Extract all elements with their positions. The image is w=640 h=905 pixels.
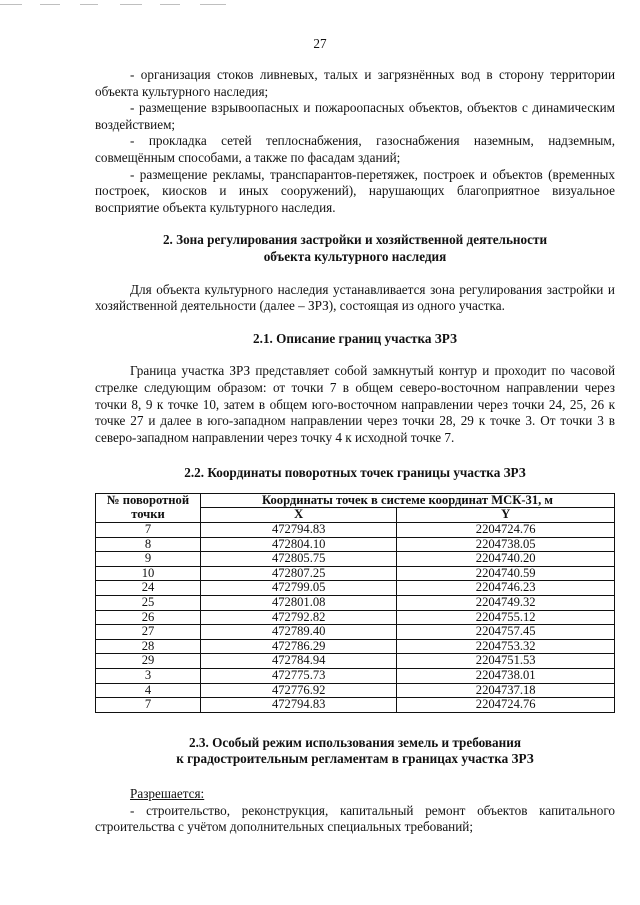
header-point: № поворотной точки — [96, 493, 201, 522]
table-row — [96, 523, 615, 538]
table-row — [96, 654, 615, 669]
table-row — [96, 552, 615, 567]
heading-line: 2. Зона регулирования застройки и хозяйственной деятельности — [162, 232, 548, 248]
paragraph: Граница участка ЗРЗ представляет собой замкнутый контур и проходит по часовой стрелке следующим образом: от точки 7 в общем северо-восточном направлении через точки 8, 9 к точке 10, затем в общем юго-восточном направлении через точки 24, 25, 26 к точке 27 и далее в юго-западном направлении через точки 28, 29 к точке 3. От точки 3 в северо-западном направлении через точку 4 к исходной точке 7. — [95, 363, 615, 445]
section-heading — [95, 232, 615, 265]
cell-point: 3 — [96, 669, 201, 684]
cell-y: 2204751.53 — [397, 654, 615, 669]
table-row — [96, 625, 615, 640]
cell-y: 2204738.01 — [397, 669, 615, 684]
table-row — [96, 639, 615, 654]
cell-x: 472786.29 — [201, 639, 397, 654]
cell-y: 2204749.32 — [397, 596, 615, 611]
heading-line: объекта культурного наследия — [263, 248, 447, 264]
cell-y: 2204746.23 — [397, 581, 615, 596]
table-row — [96, 683, 615, 698]
document-body — [95, 67, 615, 836]
table-row — [96, 596, 615, 611]
header-x: X — [201, 508, 397, 523]
cell-x: 472794.83 — [201, 523, 397, 538]
list-item: - размещение рекламы, транспарантов-перетяжек, построек и объектов (временных построек, киосков и иных сооружений), нарушающих благоприятное визуальное восприятие объекта культурного наследия. — [95, 166, 615, 215]
table-row — [96, 698, 615, 713]
heading-line: к градостроительным регламентам в границах участка ЗРЗ — [176, 751, 534, 767]
cell-x: 472804.10 — [201, 537, 397, 552]
table-row — [96, 669, 615, 684]
heading-line: 2.3. Особый режим использования земель и требования — [189, 734, 521, 750]
cell-point: 4 — [96, 683, 201, 698]
table-row — [96, 610, 615, 625]
cell-point: 24 — [96, 581, 201, 596]
cell-x: 472784.94 — [201, 654, 397, 669]
cell-x: 472799.05 — [201, 581, 397, 596]
coordinates-table-body — [96, 523, 615, 713]
list-item: - размещение взрывоопасных и пожароопасных объектов, объектов с динамическим воздействием; — [95, 100, 615, 132]
table-row — [96, 537, 615, 552]
allowed-label: Разрешается: — [130, 785, 205, 801]
table-row — [96, 566, 615, 581]
section-heading: 2.2. Координаты поворотных точек границы участка ЗРЗ — [184, 465, 526, 481]
cell-y: 2204740.59 — [397, 566, 615, 581]
cell-x: 472801.08 — [201, 596, 397, 611]
cell-point: 10 — [96, 566, 201, 581]
cell-x: 472805.75 — [201, 552, 397, 567]
header-y: Y — [397, 508, 615, 523]
section-heading — [95, 735, 615, 768]
list-item: - организация стоков ливневых, талых и загрязнённых вод в сторону территории объекта культурного наследия; — [95, 67, 615, 99]
cell-y: 2204755.12 — [397, 610, 615, 625]
page-number: 27 — [313, 36, 327, 51]
cell-y: 2204757.45 — [397, 625, 615, 640]
coordinates-table — [95, 493, 615, 713]
header-coords: Координаты точек в системе координат МСК-31, м — [201, 493, 615, 508]
cell-point: 25 — [96, 596, 201, 611]
cell-point: 26 — [96, 610, 201, 625]
cell-y: 2204740.20 — [397, 552, 615, 567]
cell-point: 7 — [96, 523, 201, 538]
cell-x: 472776.92 — [201, 683, 397, 698]
allowed-label-line — [95, 786, 615, 803]
cell-x: 472792.82 — [201, 610, 397, 625]
scan-artifact-line — [0, 4, 240, 6]
cell-point: 28 — [96, 639, 201, 654]
cell-point: 29 — [96, 654, 201, 669]
cell-point: 27 — [96, 625, 201, 640]
cell-y: 2204753.32 — [397, 639, 615, 654]
paragraph: Для объекта культурного наследия устанавливается зона регулирования застройки и хозяйственной деятельности (далее – ЗРЗ), состоящая из одного участка. — [95, 281, 615, 314]
list-item: - прокладка сетей теплоснабжения, газоснабжения наземным, надземным, совмещённым способами, а также по фасадам зданий; — [95, 133, 615, 165]
cell-x: 472775.73 — [201, 669, 397, 684]
cell-y: 2204737.18 — [397, 683, 615, 698]
cell-point: 8 — [96, 537, 201, 552]
cell-point: 9 — [96, 552, 201, 567]
cell-y: 2204738.05 — [397, 537, 615, 552]
cell-x: 472794.83 — [201, 698, 397, 713]
table-row — [96, 581, 615, 596]
cell-y: 2204724.76 — [397, 523, 615, 538]
cell-y: 2204724.76 — [397, 698, 615, 713]
list-item: - строительство, реконструкция, капитальный ремонт объектов капитального строительства с учётом дополнительных специальных требований; — [95, 802, 615, 835]
cell-point: 7 — [96, 698, 201, 713]
section-heading: 2.1. Описание границ участка ЗРЗ — [253, 330, 457, 346]
cell-x: 472807.25 — [201, 566, 397, 581]
cell-x: 472789.40 — [201, 625, 397, 640]
